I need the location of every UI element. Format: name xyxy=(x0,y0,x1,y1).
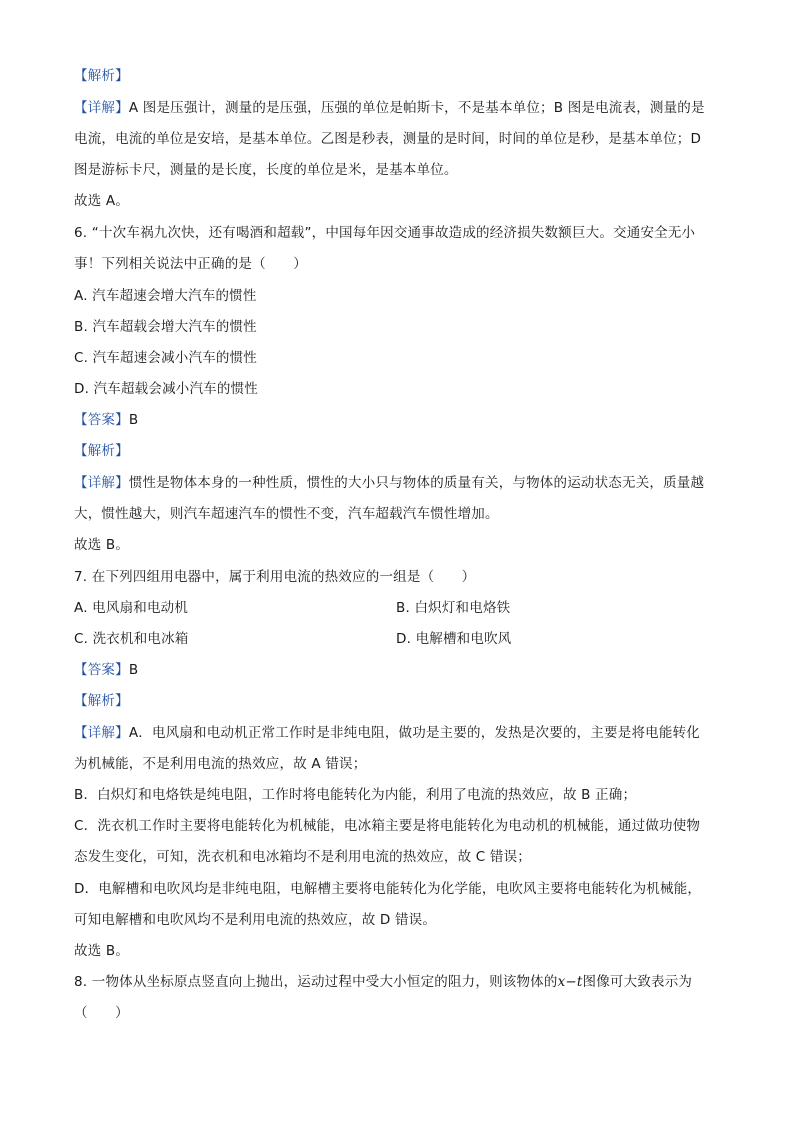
q7-stem: 7. 在下列四组用电器中，属于利用电流的热效应的一组是（ ） xyxy=(74,569,476,585)
q8-stem-after: 图像可大致表示为 xyxy=(582,974,693,990)
q7-detail-line-2: 为机械能，不是利用电流的热效应，故 A 错误； xyxy=(74,756,367,772)
q7-detail-line-7: 可知电解槽和电吹风均不是利用电流的热效应，故 D 错误。 xyxy=(74,912,437,928)
q6-option-a: A. 汽车超速会增大汽车的惯性 xyxy=(74,288,257,304)
q6-answer-tag: 【答案】 xyxy=(74,412,129,428)
q5-detail-line-1 xyxy=(74,99,705,117)
q8-stem-line-1 xyxy=(74,973,692,991)
q6-detail-line-1 xyxy=(74,474,704,492)
q7-option-c: C. 洗衣机和电冰箱 xyxy=(74,631,189,647)
q6-analysis-tag: 【解析】 xyxy=(74,443,129,459)
q6-stem-line-1: 6. “十次车祸九次快，还有喝酒和超载”，中国每年因交通事故造成的经济损失数额巨大。交通安全无小 xyxy=(74,225,696,241)
q7-detail-line-4: C．洗衣机工作时主要将电能转化为机械能，电冰箱主要是将电能转化为电动机的机械能，通过做功使物 xyxy=(74,818,701,834)
q7-conclusion: 故选 B。 xyxy=(74,943,130,959)
q7-option-a: A. 电风扇和电动机 xyxy=(74,600,189,616)
q7-option-d: D. 电解槽和电吹风 xyxy=(396,631,512,647)
q7-analysis-tag: 【解析】 xyxy=(74,693,129,709)
q7-answer-tag: 【答案】 xyxy=(74,662,129,678)
q8-math-xt: x−t xyxy=(557,974,583,990)
q5-analysis-tag: 【解析】 xyxy=(74,68,129,84)
q6-detail-line-2: 大，惯性越大，则汽车超速汽车的惯性不变，汽车超载汽车惯性增加。 xyxy=(74,506,499,522)
q5-detail-text-1: A 图是压强计，测量的是压强，压强的单位是帕斯卡，不是基本单位；B 图是电流表，测量的是 xyxy=(128,100,705,116)
q7-detail-line-1 xyxy=(74,724,700,742)
q7-detail-text-1: A．电风扇和电动机正常工作时是非纯电阻，做功是主要的，发热是次要的，主要是将电能转化 xyxy=(128,725,700,741)
q5-detail-line-2: 电流，电流的单位是安培，是基本单位。乙图是秒表，测量的是时间，时间的单位是秒，是基本单位；D xyxy=(74,131,702,147)
q5-conclusion: 故选 A。 xyxy=(74,193,130,209)
q6-detail-tag: 【详解】 xyxy=(74,475,129,491)
q7-option-b: B. 白炽灯和电烙铁 xyxy=(396,600,511,616)
q5-detail-line-3: 图是游标卡尺，测量的是长度，长度的单位是米，是基本单位。 xyxy=(74,162,458,178)
q6-option-b: B. 汽车超载会增大汽车的惯性 xyxy=(74,319,257,335)
q6-stem-line-2: 事！下列相关说法中正确的是（ ） xyxy=(74,256,307,272)
q6-answer-value: B xyxy=(128,412,139,428)
q6-detail-text-1: 惯性是物体本身的一种性质，惯性的大小只与物体的质量有关，与物体的运动状态无关，质量越 xyxy=(128,475,705,491)
q7-answer-line xyxy=(74,661,138,679)
q7-detail-line-6: D．电解槽和电吹风均是非纯电阻，电解槽主要将电能转化为化学能，电吹风主要将电能转化为机械能， xyxy=(74,881,702,897)
q7-detail-tag: 【详解】 xyxy=(74,725,129,741)
q6-option-d: D. 汽车超载会减小汽车的惯性 xyxy=(74,381,258,397)
q8-stem-line-2: （ ） xyxy=(74,1005,129,1021)
q7-detail-line-3: B．白炽灯和电烙铁是纯电阻，工作时将电能转化为内能，利用了电流的热效应，故 B 正确； xyxy=(74,787,637,803)
q7-answer-value: B xyxy=(128,662,139,678)
q5-detail-tag: 【详解】 xyxy=(74,100,129,116)
q6-option-c: C. 汽车超速会减小汽车的惯性 xyxy=(74,350,258,366)
q6-conclusion: 故选 B。 xyxy=(74,537,130,553)
q6-answer-line xyxy=(74,411,138,429)
q8-stem-before: 8. 一物体从坐标原点竖直向上抛出，运动过程中受大小恒定的阻力，则该物体的 xyxy=(74,974,558,990)
q7-detail-line-5: 态发生变化，可知，洗衣机和电冰箱均不是利用电流的热效应，故 C 错误； xyxy=(74,849,532,865)
